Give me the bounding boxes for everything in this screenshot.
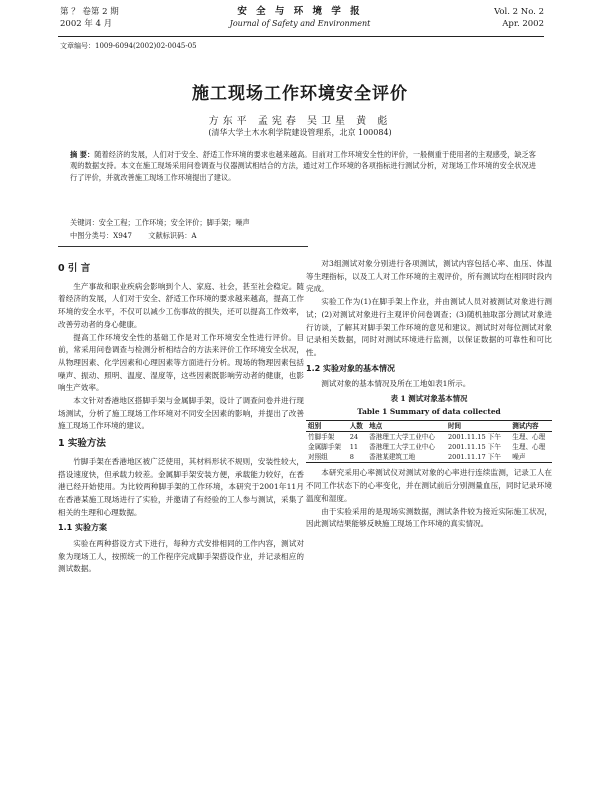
- paragraph: 提高工作环境安全性的基础工作是对工作环境安全性进行评价。目前，常采用问卷调查与检测分析相结合的方法来评价工作环境安全状况，从物理因素、化学因素和心理因素等方面进行分析。现场的物理因素包括噪声、振动、照明、温度、湿度等，这些因素既影响劳动者的健康，也影响生产效率。: [58, 332, 304, 393]
- table-cell: 8: [349, 453, 354, 462]
- table-cell: 香港理工大学工业中心: [369, 433, 435, 442]
- table-caption-en: Table 1 Summary of data collected: [357, 406, 501, 416]
- section-heading-intro: 0 引 言: [58, 263, 91, 274]
- paragraph: 本研究采用心率测试仪对测试对象的心率进行连续监测，记录工人在不同工作状态下的心率变化，并在测试前后分别测量血压，同时记录环境温度和湿度。: [306, 468, 552, 503]
- authors: 方东平 孟宪春 吴卫星 黄 彪: [208, 116, 392, 127]
- header-right: [494, 6, 544, 30]
- table-row: [306, 452, 552, 463]
- subsection-heading-scheme: 1.1 实验方案: [58, 523, 107, 533]
- volume-left: 第 ？ 卷第 2 期: [60, 7, 119, 17]
- volume-right: Vol. 2 No. 2: [494, 7, 544, 17]
- date-right: Apr. 2002: [502, 19, 544, 29]
- table-header-cell: 测试内容: [512, 422, 539, 431]
- abstract-label: 摘 要：: [70, 150, 95, 159]
- table-caption-cn: 表 1 测试对象基本情况: [390, 394, 468, 404]
- table-cell: 生理、心理: [512, 433, 546, 442]
- subsection-heading-subjects: 1.2 实验对象的基本情况: [306, 363, 395, 373]
- journal-title-en: Journal of Safety and Environment: [229, 19, 371, 28]
- paragraph: 实验工作为(1)在脚手架上作业，并由测试人员对被测试对象进行测试；(2)对测试对象进行主观评价问卷调查；(3)随机抽取部分测试对象进行访谈，了解其对脚手架工作环境的意见和建议。测试时对每位测试对象记录相关数据，同时对测试环境进行监测，以保证数据的可靠性和可比性。: [306, 297, 552, 357]
- clc-number: 中图分类号：X947: [70, 231, 132, 240]
- abstract: [70, 149, 536, 183]
- date-left: 2002 年 4 月: [60, 19, 113, 29]
- paragraph: 生产事故和职业疾病会影响到个人、家庭、社会，甚至社会稳定。随着经济的发展，人们对于安全、舒适工作环境的要求越来越高，提高工作环境的安全水平，不仅可以减少工伤事故的损失，还可以提高工作效率，改善劳动者的身心健康。: [58, 281, 304, 329]
- data-table: [306, 420, 552, 463]
- table-cell: 24: [349, 433, 359, 442]
- table-caption: [306, 393, 552, 418]
- table-header-cell: 人数: [349, 422, 363, 431]
- classification: [70, 230, 536, 241]
- paragraph: 竹脚手架在香港地区被广泛使用，其材料形状不规则，安装性较大，搭设速度快，但承载力较差。金属脚手架安装方便，承载能力较好，在香港已经开始使用。为比较两种脚手架的工作环境，本研究于2001年11月在香港某施工现场进行了实验，并邀请了有经验的工人参与测试，采集了相关的生理和心理数据。: [58, 456, 304, 517]
- abstract-separator: [58, 246, 308, 247]
- table-cell: 金属脚手架: [308, 443, 341, 452]
- table-row: [306, 442, 552, 452]
- table-cell: 噪声: [512, 453, 526, 462]
- abstract-text: 随着经济的发展，人们对于安全、舒适工作环境的要求也越来越高。目前对工作环境安全性的评价，一般侧重于使用者的主观感受，缺乏客观的数据支持。本文在施工现场采用问卷调查与仪器测试相结合的方法，通过对工作环境的各项指标进行测试分析，对现场工作环境的安全状况进行了评价，并就改善施工现场工作环境提出了建议。: [70, 150, 536, 182]
- table-cell: 香港理工大学工业中心: [369, 443, 435, 452]
- table-row: [306, 432, 552, 443]
- table-header-cell: 地点: [369, 422, 383, 431]
- affiliation: (清华大学土木水利学院建设管理系，北京 100084): [208, 128, 392, 137]
- table-cell: 2001.11.17 下午: [447, 453, 501, 462]
- header-rule: [58, 36, 544, 37]
- keywords: [70, 217, 536, 228]
- table-header-cell: 组别: [308, 422, 322, 431]
- table-cell: 竹脚手架: [308, 433, 335, 442]
- table-cell: 2001.11.15 下午: [447, 433, 501, 442]
- paragraph: 实验在两种搭设方式下进行，每种方式安排相同的工作内容，测试对象为现场工人，按照统一的工作程序完成脚手架搭设作业，并记录相应的测试数据。: [58, 539, 304, 574]
- keywords-text: 安全工程；工作环境；安全评价；脚手架；噪声: [98, 218, 250, 227]
- table-cell: 11: [349, 443, 359, 452]
- table-header-row: [306, 421, 552, 432]
- paper-title: 施工现场工作环境安全评价: [192, 84, 408, 104]
- keywords-label: 关键词：: [70, 218, 99, 227]
- table-cell: 生理、心理: [512, 443, 546, 452]
- section-heading-method: 1 实验方法: [58, 438, 106, 450]
- right-column: [306, 258, 552, 531]
- left-column: [58, 258, 304, 576]
- paragraph: 由于实验采用的是现场实测数据，测试条件较为接近实际施工状况，因此测试结果能够反映施工现场工作环境的真实情况。: [306, 506, 552, 529]
- table-cell: 香港某建筑工地: [369, 453, 416, 462]
- journal-title-cn: 安 全 与 环 境 学 报: [237, 6, 363, 17]
- paragraph: 本文针对香港地区搭脚手架与金属脚手架，设计了调查问卷并进行现场测试，分析了施工现场工作环境对不同安全因素的影响，并提出了改善施工现场工作环境的建议。: [58, 396, 304, 431]
- paragraph: 测试对象的基本情况及所在工地如表1所示。: [321, 379, 471, 389]
- table-cell: 2001.11.15 下午: [447, 443, 501, 452]
- document-code: 文献标识码：A: [148, 231, 197, 240]
- table-header-cell: 时间: [447, 422, 462, 431]
- table-cell: 对照组: [308, 453, 328, 462]
- article-number: 文章编号：1009-6094(2002)02-0045-05: [60, 42, 197, 50]
- paragraph: 对3组测试对象分别进行各项测试，测试内容包括心率、血压、体温等生理指标，以及工人对工作环境的主观评价，所有测试均在相同时段内完成。: [306, 259, 552, 294]
